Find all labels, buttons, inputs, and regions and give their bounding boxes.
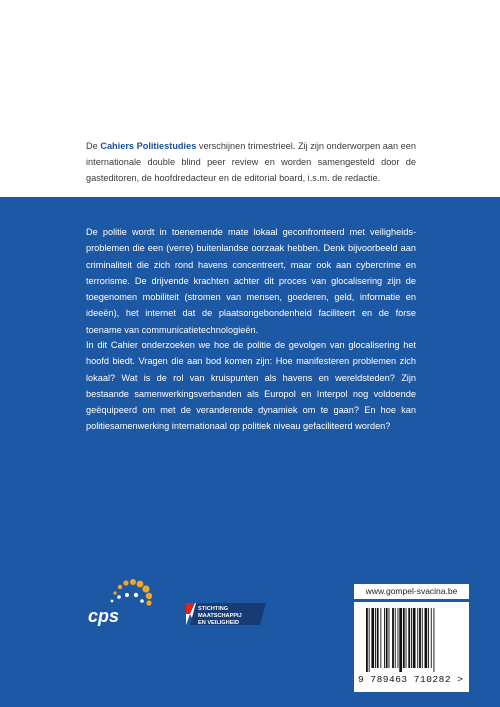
smv-line-2: MAATSCHAPPIJ — [198, 613, 242, 619]
barcode-bar — [371, 608, 374, 668]
barcode-bar — [408, 608, 410, 668]
series-name: Cahiers Politiestudies — [100, 141, 197, 151]
blue-back-cover-section — [0, 197, 500, 707]
barcode-bar — [377, 608, 379, 668]
barcode-bar — [395, 608, 396, 668]
barcode-bar — [398, 608, 399, 668]
barcode-bar — [434, 608, 435, 672]
smv-line-3: EN VEILIGHEID — [198, 620, 240, 626]
cps-logo-text: cps — [88, 606, 120, 626]
series-description — [86, 138, 416, 186]
barcode-bar — [417, 608, 418, 668]
barcode-bar — [413, 608, 416, 668]
summary-paragraph-2: In dit Cahier onderzoeken we hoe de politie de gevolgen van glocalisering het hoofd biedt. Vragen die aan bod komen zijn: Hoe manifesteren problemen zich lokaal? Wat is de rol van kruispunten als havens en wereldsteden? Zijn bestaande samenwerkingsverbanden als Europol en Interpol nog voldoende geëquipeerd om met de veranderende dynamiek om te gaan? En hoe kan politiesamenwerking internationaal op politiek niveau gefaciliteerd worden? — [86, 340, 416, 432]
barcode-bar — [366, 608, 368, 672]
intro-text: verschijnen trimestrieel. Zij zijn onderworpen aan een internationale double blind peer review en worden samengesteld door de gasteditoren, de hoofdredacteur en de editorial board, i.s.m. de redactie. — [86, 141, 416, 183]
barcode-bar — [419, 608, 421, 668]
summary-paragraph-1: De politie wordt in toenemende mate lokaal geconfronteerd met veiligheidsproblemen die een (verre) buitenlandse oorzaak hebben. Denk bijvoorbeeld aan criminaliteit die zich rond havens concentreert, maar ook aan cybercrime en terrorisme. De drijvende krachten achter dit proces van glocalisering zijn de toegenomen mobiliteit (stromen van mensen, goederen, geld, informatie en ideeën), het internet dat de plaatsongebondenheid faciliteert en de forse toename van communicatietechnologieën. — [86, 227, 416, 335]
barcode-bar — [384, 608, 385, 668]
barcode-bar — [399, 608, 402, 672]
smv-logo — [186, 600, 266, 628]
barcode-bar — [369, 608, 370, 672]
barcode-bar — [386, 608, 388, 668]
intro-prefix: De — [86, 141, 101, 151]
barcode-bar — [425, 608, 428, 668]
barcode-bar — [375, 608, 376, 668]
barcode-bar — [422, 608, 423, 668]
barcode-image — [366, 608, 458, 672]
barcode-bar — [403, 608, 405, 668]
barcode-bar — [428, 608, 429, 668]
barcode-bar — [389, 608, 390, 668]
barcode-box — [354, 602, 469, 692]
top-white-section — [0, 0, 500, 197]
isbn-number: 9 789463 710282 > — [358, 674, 464, 685]
barcode-bar — [411, 608, 412, 668]
publisher-website: www.gompel-svacina.be — [354, 584, 469, 599]
barcode-bar — [380, 608, 381, 668]
barcode-bar — [406, 608, 407, 668]
smv-line-1: STICHTING — [198, 606, 229, 612]
barcode-bar — [431, 608, 432, 668]
barcode-bar — [392, 608, 394, 668]
cps-logo — [86, 577, 156, 629]
